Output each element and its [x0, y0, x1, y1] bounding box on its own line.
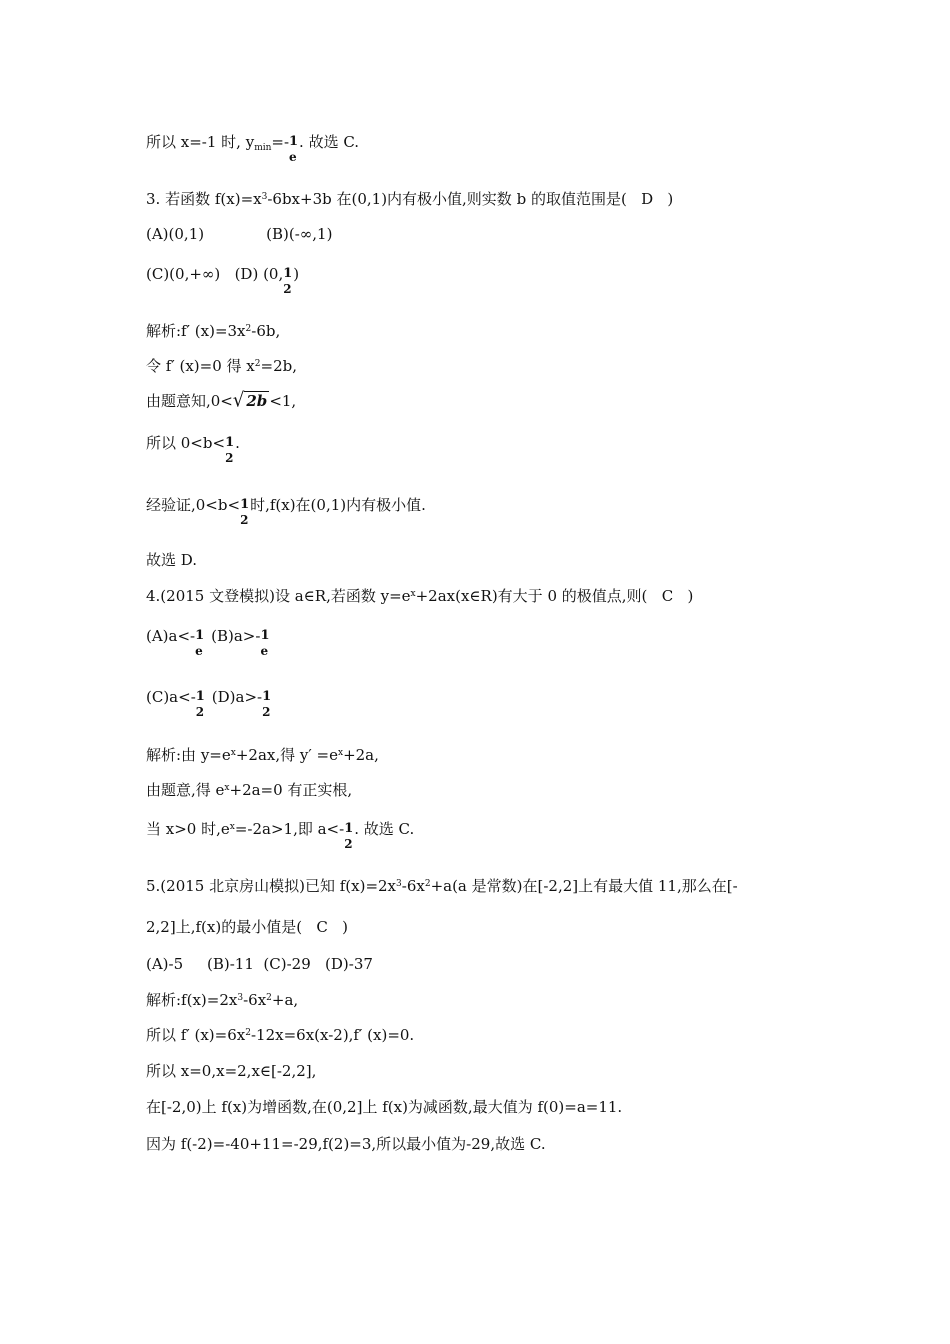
options-cd: (C)(0,+∞) (D) (0, 1 2 ) [146, 265, 300, 296]
fraction: 1 e [289, 134, 299, 164]
options-ab: (A)(0,1) (B)(-∞,1) [146, 225, 333, 243]
options-ab: (A)a<- 1 e (B)a>- 1 e [146, 627, 270, 658]
text-line: 所以 f′ $(x)=6x^2-12x=6x(x-2),f'$ (x)=0. [146, 1026, 415, 1044]
text-line: 解析:f′ $(x)=3x^2-6b$, [146, 322, 281, 340]
options-cd: (C)a<- 1 2 (D)a>- 1 2 [146, 688, 272, 719]
text-line: 在[-2,0)上 f(x)为增函数,在(0,2]上 f(x)为减函数,最大值为 f(0)=a=11. [146, 1098, 623, 1116]
fraction: 1 2 [240, 497, 250, 527]
fraction: 1 2 [225, 435, 235, 465]
text-line: 解析$:f(x)=2x^3-6x^2+a$, [146, 991, 299, 1009]
radical-sign: √ [232, 388, 245, 412]
question-5: 5.(2015 北京房山模拟)已知 $f(x)=2x^3-6x^2+a(a$ 是常数)在[-2,2]上有最大值 11,那么在[- [146, 877, 738, 895]
text-line: 所以 0<b< 1 2 . [146, 434, 240, 465]
text-line: 所以 x=0,x=2,x∈[-2,2], [146, 1062, 317, 1080]
fraction: 1 e [260, 628, 270, 658]
text-line: 当 x>0 时$,e^x=-2a>1$,即 a<- 1 2 . 故选 C. [146, 820, 415, 851]
fraction: 1 2 [262, 689, 272, 719]
text-line: 所以 x=-1 时, $y_{min}=-$ 1 e . 故选 C. [146, 133, 360, 164]
question-3: 3. 若函数 $f(x)=x^3-6bx+3b$ 在(0,1)内有极小值,则实数 b 的取值范围是( D ) [146, 190, 674, 208]
text-line: 2,2]上,f(x)的最小值是( C ) [146, 918, 348, 936]
text-line: 经验证,0<b< 1 2 时,f(x)在(0,1)内有极小值. [146, 496, 426, 527]
text-line: 由题意,得 $e^x+2a=0$ 有正实根, [146, 781, 353, 799]
text-line: 令 f′ (x)=0 得 $x^2=2b$, [146, 357, 297, 375]
text-line: 故选 D. [146, 551, 198, 569]
text-line: 解析:由 $y=e^x+2ax$,得 $y' =e^x+2a$, [146, 746, 379, 764]
question-4: 4.(2015 文登模拟)设 a∈R,若函数 $y=e^x+2ax(x\in R)$有大于 0 的极值点,则( C ) [146, 587, 694, 605]
fraction: 1 2 [344, 821, 354, 851]
options-abcd: (A)-5 (B)-11 (C)-29 (D)-37 [146, 955, 373, 973]
text-line: 因为 f(-2)=-40+11=-29,f(2)=3,所以最小值为-29,故选 C. [146, 1135, 546, 1153]
radicand: 2b [246, 392, 268, 410]
fraction: 1 2 [283, 266, 293, 296]
text-line: 由题意知,0<√ 2b <1, [146, 388, 297, 412]
fraction: 1 e [195, 628, 205, 658]
fraction: 1 2 [195, 689, 205, 719]
